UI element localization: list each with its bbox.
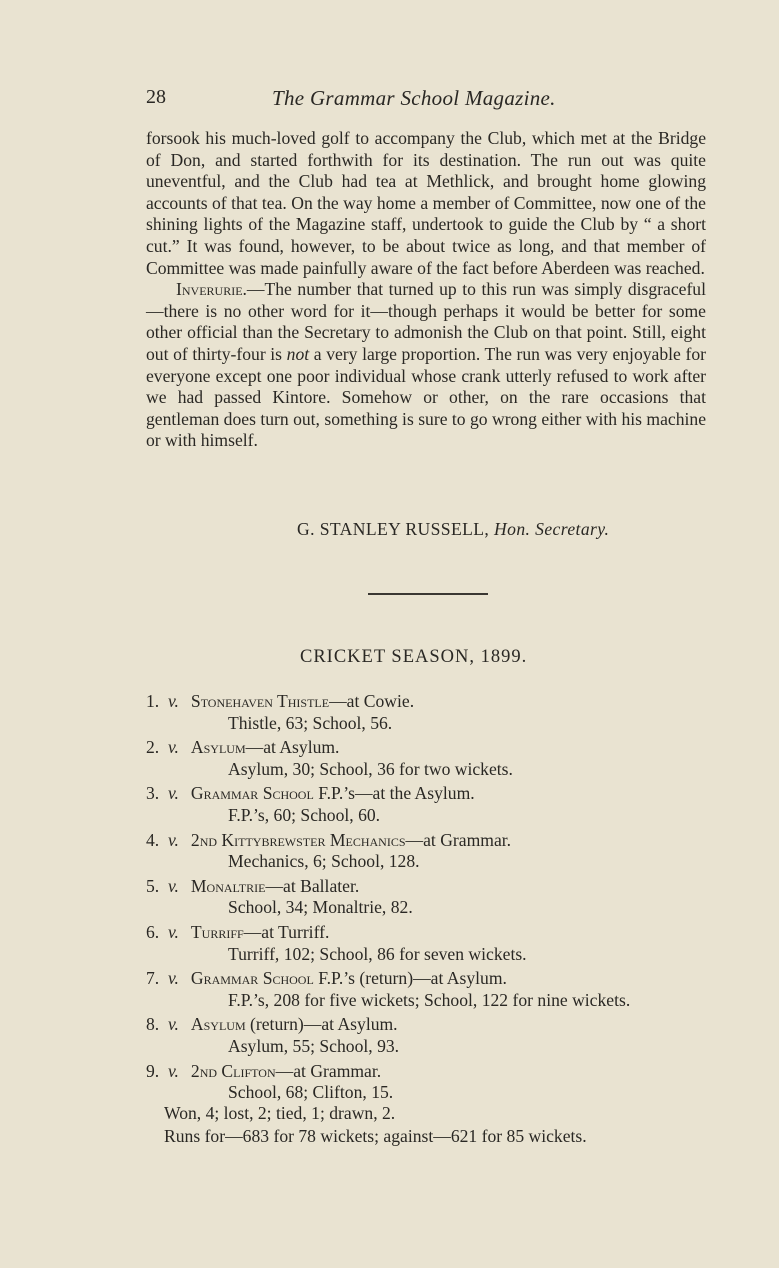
match-venue: —at Cowie. [329,691,415,711]
season-record: Won, 4; lost, 2; tied, 1; drawn, 2. [164,1103,396,1123]
versus-label: v. [168,829,179,850]
match-heading [146,1014,706,1036]
match-opponent: 2nd Kittybrewster Mechanics [190,829,406,850]
match-venue: —at Turriff. [243,921,330,942]
versus-label: v. [168,875,179,896]
match-opponent: Asylum [190,737,246,758]
match-score: School, 68; Clifton, 15. [228,1082,394,1103]
versus-label: v. [168,783,179,804]
match-venue: —at Ballater. [265,875,360,896]
versus-label: v. [168,1014,179,1035]
match-venue: —at Grammar. [275,1060,382,1081]
match-score: Asylum, 30; School, 36 for two wickets. [228,758,513,779]
match-venue: F.P.’s (return)—at Asylum. [313,968,507,989]
match-entry [146,691,706,734]
match-number: 6. [146,921,160,942]
match-opponent: Monaltrie [190,875,266,896]
match-venue: F.P.’s—at the Asylum. [313,783,475,804]
versus-label: v. [168,737,179,758]
match-number: 8. [146,1014,160,1035]
report-paragraph-2-text-b: a very large proportion. The run was very enjoyable for everyone except one poor individual whose crank utterly refused to work after we had passed Kintore. Somehow or other, on the rare occasions that gentleman does turn out, something is sure to go wrong either with his machine or with himself. [146,343,706,451]
versus-label: v. [168,968,179,989]
match-opponent: 2nd Clifton [190,1060,276,1081]
match-opponent: Turriff [190,921,244,942]
match-opponent: Stonehaven Thistle [190,691,330,711]
report-paragraph-2-text-a: —The number that turned up to this run was simply disgraceful—there is no other word for it—though perhaps it would be better for some other official than the Secretary to admonish the Club on that point. Still, eight out of thirty-four is [146,279,706,364]
report-paragraph-2 [146,279,706,452]
match-opponent: Asylum [190,1014,246,1035]
match-entry [146,968,706,1011]
versus-label: v. [168,921,179,942]
match-opponent: Grammar School [190,968,314,989]
match-heading [146,922,706,944]
match-heading [146,968,706,990]
match-entry [146,1014,706,1057]
match-entry [146,783,706,826]
match-number: 1. [146,691,160,711]
season-runs: Runs for—683 for 78 wickets; against—621 for 85 wickets. [164,1126,587,1146]
page-header [146,86,706,116]
cycling-club-report [146,128,706,452]
page-number: 28 [146,86,166,108]
versus-label: v. [168,1060,179,1081]
match-score: Turriff, 102; School, 86 for seven wickets. [228,943,527,964]
match-venue: —at Grammar. [405,829,512,850]
match-score: School, 34; Monaltrie, 82. [228,897,413,918]
match-score: Mechanics, 6; School, 128. [228,851,420,872]
signature-role: Hon. Secretary. [494,519,610,539]
match-number: 3. [146,783,160,804]
match-number: 7. [146,968,160,989]
versus-label: v. [168,691,179,711]
cricket-section-title: CRICKET SEASON, 1899. [300,647,528,667]
match-heading [146,783,706,805]
report-paragraph-1: forsook his much-loved golf to accompany the Club, which met at the Bridge of Don, and started forthwith for its destination. The run out was quite uneventful, and the Club had tea at Methlick, and brought home glowing accounts of that tea. On the way home a member of Committee, now one of the shining lights of the Magazine staff, undertook to guide the Club by “ a short cut.” It was found, however, to be about twice as long, and that member of Committee was made painfully aware of the fact before Aberdeen was reached. [146,128,706,278]
match-venue: (return)—at Asylum. [245,1014,398,1035]
match-score: Thistle, 63; School, 56. [228,712,393,733]
match-number: 9. [146,1060,160,1081]
match-heading [146,737,706,759]
match-heading [146,830,706,852]
signature-name: G. STANLEY RUSSELL, [297,519,490,539]
match-venue: —at Asylum. [245,737,340,758]
match-entry [146,830,706,873]
inverurie-heading: Inverurie. [176,279,247,300]
match-opponent: Grammar School [190,783,314,804]
match-number: 2. [146,737,160,758]
section-divider [368,593,488,595]
match-score: F.P.’s, 60; School, 60. [228,804,381,825]
match-heading [146,1061,706,1083]
match-number: 4. [146,829,160,850]
match-entry [146,876,706,919]
match-entry [146,737,706,780]
running-title: The Grammar School Magazine. [272,86,556,110]
match-entry [146,922,706,965]
match-number: 5. [146,875,160,896]
signature [297,519,609,540]
match-score: Asylum, 55; School, 93. [228,1035,400,1056]
match-heading [146,876,706,898]
match-list [146,691,706,1107]
match-score: F.P.’s, 208 for five wickets; School, 122 for nine wickets. [228,989,631,1010]
emphasis-not: not [286,343,310,364]
match-entry [146,1061,706,1104]
match-heading [146,691,706,713]
